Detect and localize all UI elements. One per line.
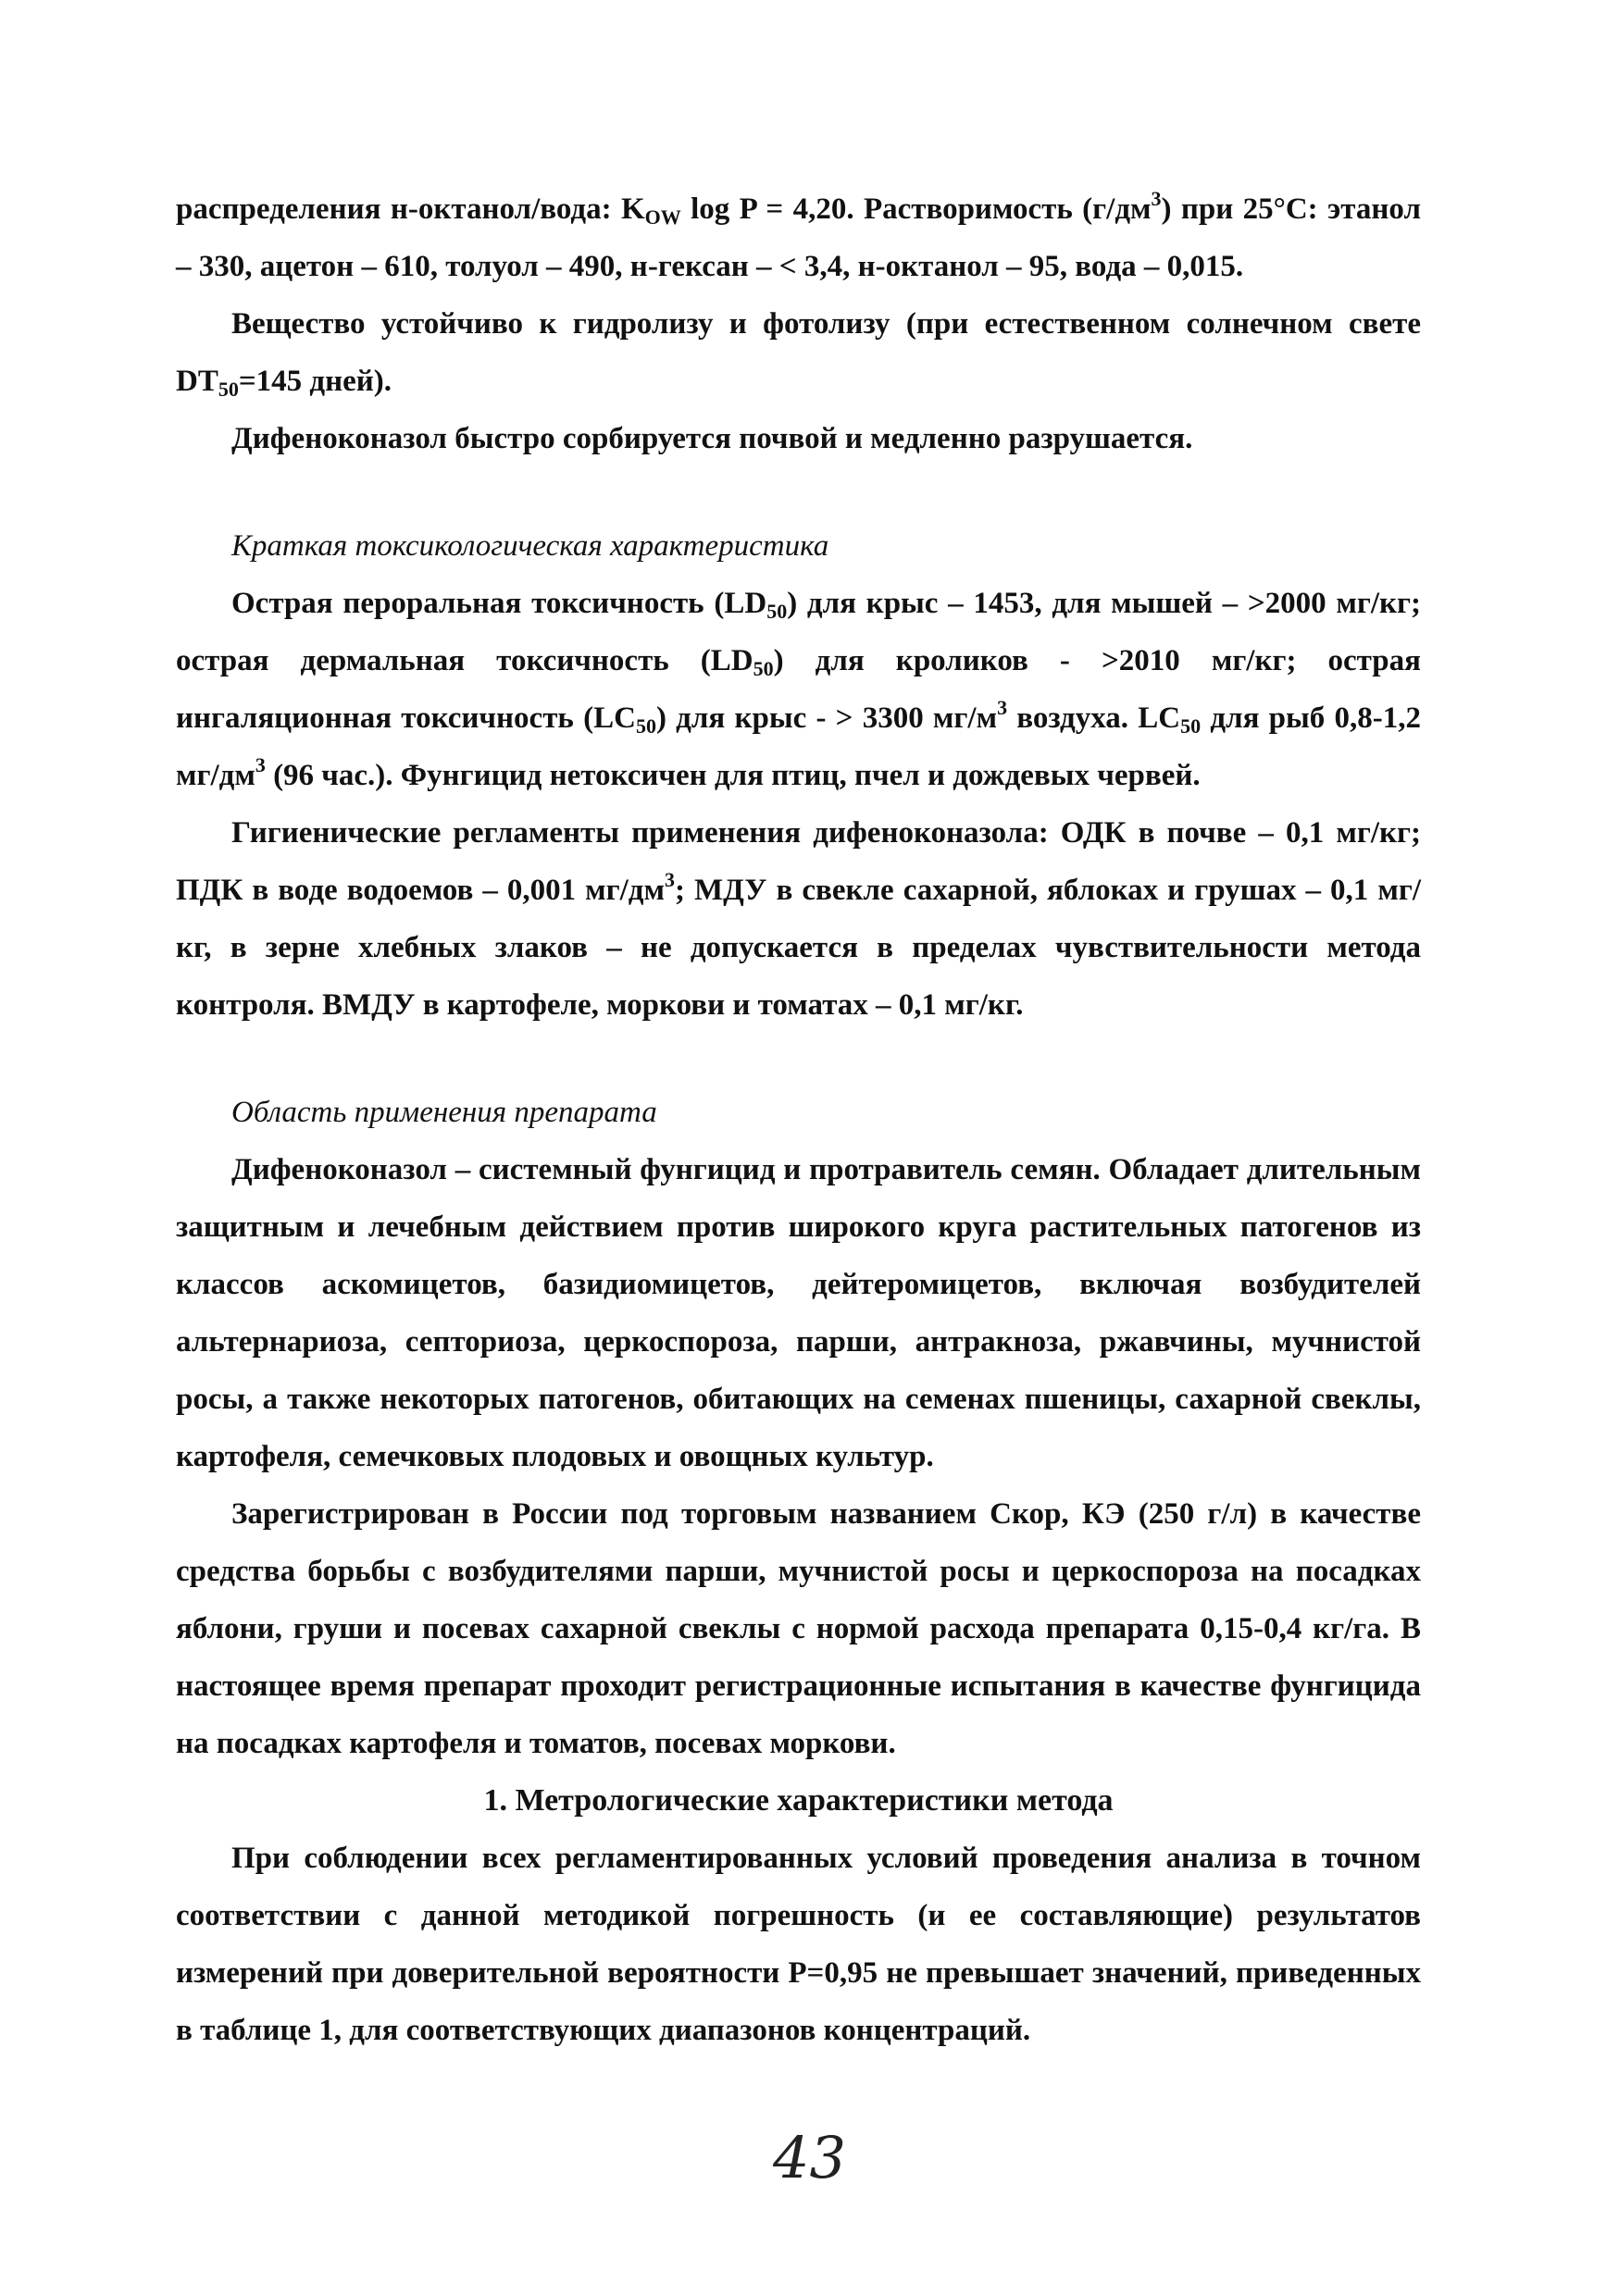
subscript: 50 [635,714,656,738]
subscript: 50 [1180,714,1202,738]
text-run: распределения н-октанол/вода: [176,192,621,226]
text-run: Гигиенические регламенты применения дифеноконазола: ОДК в почве – 0,1 мг/кг; ПДК в воде водоемов – 0,001 мг/дм [176,816,1421,907]
text-run: log P = 4,20. Растворимость (г/дм [680,192,1152,226]
document-body [176,180,1421,2059]
paragraph-toxicity [176,575,1421,804]
subscript: 50 [753,657,774,680]
superscript: 3 [255,753,266,776]
text-run: ) при 25°С: этанол – 330, ацетон – 610, толуол – 490, н-гексан – < 3,4, н-октанол – 95, вода – 0,015. [176,192,1421,283]
paragraph-sorption: Дифеноконазол быстро сорбируется почвой и медленно разрушается. [231,422,1193,455]
text-run: (96 час.). Фунгицид нетоксичен для птиц, пчел и дождевых червей. [265,759,1201,792]
page-number: 43 [773,2124,846,2191]
paragraph-registration: Зарегистрирован в России под торговым названием Скор, КЭ (250 г/л) в качестве средства борьбы с возбудителями парши, мучнистой росы и церкоспороза на посадках яблони, груши и посевах сахарной свеклы с нормой расхода препарата 0,15-0,4 кг/га. В настоящее время препарат проходит регистрационные испытания в качестве фунгицида на посадках картофеля и томатов, посевах моркови. [176,1497,1421,1760]
paragraph-stability [176,295,1421,410]
subscript: 50 [766,600,788,623]
superscript: 3 [664,868,675,891]
paragraph-usage: Дифеноконазол – системный фунгицид и протравитель семян. Обладает длительным защитным и лечебным действием против широкого круга растительных патогенов из классов аскомицетов, базидиомицетов, дейтеромицетов, включая возбудителей альтернариоза, септориоза, церкоспороза, парши, антракноза, ржавчины, мучнистой росы, а также некоторых патогенов, обитающих на семенах пшеницы, сахарной свеклы, картофеля, семечковых плодовых и овощных культур. [176,1153,1421,1473]
heading-metrology: 1. Метрологические характеристики метода [483,1783,1114,1818]
text-run: =145 дней). [238,365,392,398]
paragraph-metrology: При соблюдении всех регламентированных условий проведения анализа в точном соответствии с данной методикой погрешность (и ее составляющие) результатов измерений при доверительной вероятности Р=0,95 не превышает значений, приведенных в таблице 1, для соответствующих диапазонов концентраций. [176,1842,1421,2047]
text-run: ) для крыс – 1453, для мышей – >2000 мг/кг; острая дермальная токсичность (LD [176,587,1422,677]
text-run: ; МДУ в свекле сахарной, яблоках и грушах – 0,1 мг/кг, в зерне хлебных злаков – не допускается в пределах чувствительности метода контроля. ВМДУ в картофеле, моркови и томатах – 0,1 мг/кг. [176,874,1421,1022]
subscript: OW [644,205,681,229]
paragraph-partition [176,180,1421,295]
text-run: для рыб 0,8-1,2 мг/дм [176,701,1421,792]
section-title-usage: Область применения препарата [231,1096,657,1129]
paragraph-hygiene [176,804,1421,1034]
text-run: K [620,192,645,226]
superscript: 3 [1151,187,1162,210]
text-run: ) для кроликов - >2010 мг/кг; острая ингаляционная токсичность (LC [176,644,1421,735]
text-run: воздуха. LC [1007,701,1181,735]
text-run: Острая пероральная токсичность (LD [231,587,767,620]
superscript: 3 [997,696,1008,719]
text-run: Вещество устойчиво к гидролизу и фотолизу (при естественном солнечном свете DT [176,307,1421,398]
subscript: 50 [218,378,239,401]
section-title-toxicology: Краткая токсикологическая характеристика [231,529,829,563]
text-run: ) для крыс - > 3300 мг/м [655,701,998,735]
